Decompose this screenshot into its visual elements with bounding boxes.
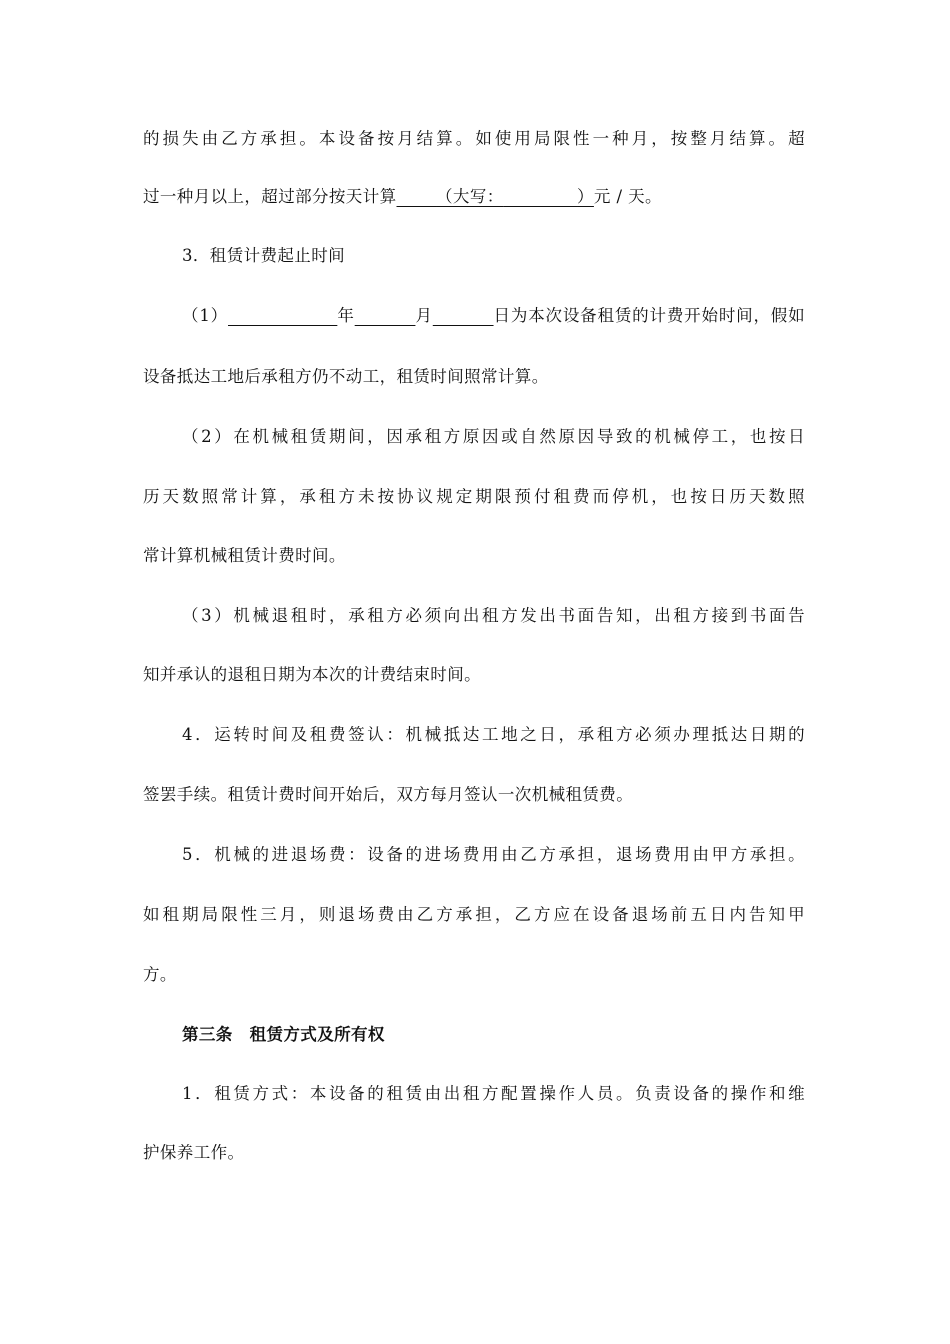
text-segment: （1） <box>182 306 228 325</box>
text-segment: 日为本次设备租赁的计费开始时间，假如 <box>493 306 805 325</box>
article-heading: 第三条 租赁方式及所有权 <box>182 1025 385 1044</box>
text-segment: 过一种月以上，超过部分按天计算 <box>143 187 397 206</box>
paragraph-line: 如租期局限性三月，则退场费由乙方承担，乙方应在设备退场前五日内告知甲 <box>143 905 805 924</box>
paragraph-line: 方。 <box>143 965 177 984</box>
paragraph-line: 护保养工作。 <box>143 1143 245 1162</box>
paragraph-line: 4．运转时间及租费签认：机械抵达工地之日，承租方必须办理抵达日期的 <box>182 725 805 744</box>
section-heading: 3．租赁计费起止时间 <box>182 246 345 265</box>
paragraph-line: （2）在机械租赁期间，因承租方原因或自然原因导致的机械停工，也按日 <box>182 427 805 446</box>
paragraph-line-with-blanks <box>143 186 805 208</box>
day-blank <box>433 306 494 325</box>
paragraph-line: 1．租赁方式：本设备的租赁由出租方配置操作人员。负责设备的操作和维 <box>182 1084 805 1103</box>
paragraph-line: 设备抵达工地后承租方仍不动工，租赁时间照常计算。 <box>143 367 549 386</box>
year-blank <box>228 306 337 325</box>
text-segment: ） <box>577 187 594 206</box>
text-segment: 元 / 天。 <box>593 187 662 206</box>
underlined-blank <box>397 187 594 206</box>
paragraph-line-with-blanks <box>182 305 805 327</box>
paragraph-line: 的损失由乙方承担。本设备按月结算。如使用局限性一种月，按整月结算。超 <box>143 129 805 148</box>
paragraph-line: （3）机械退租时，承租方必须向出租方发出书面告知，出租方接到书面告 <box>182 606 805 625</box>
paragraph-line: 签罢手续。租赁计费时间开始后，双方每月签认一次机械租赁费。 <box>143 785 634 804</box>
paragraph-line: 知并承认的退租日期为本次的计费结束时间。 <box>143 665 481 684</box>
paragraph-line: 历天数照常计算，承租方未按协议规定期限预付租费而停机，也按日历天数照 <box>143 487 805 506</box>
text-segment: 年 <box>337 306 355 325</box>
month-blank <box>355 306 416 325</box>
text-segment: （大写： <box>436 187 504 206</box>
text-segment: 月 <box>415 306 433 325</box>
paragraph-line: 常计算机械租赁计费时间。 <box>143 546 346 565</box>
paragraph-line: 5．机械的进退场费：设备的进场费用由乙方承担，退场费用由甲方承担。 <box>182 845 805 864</box>
